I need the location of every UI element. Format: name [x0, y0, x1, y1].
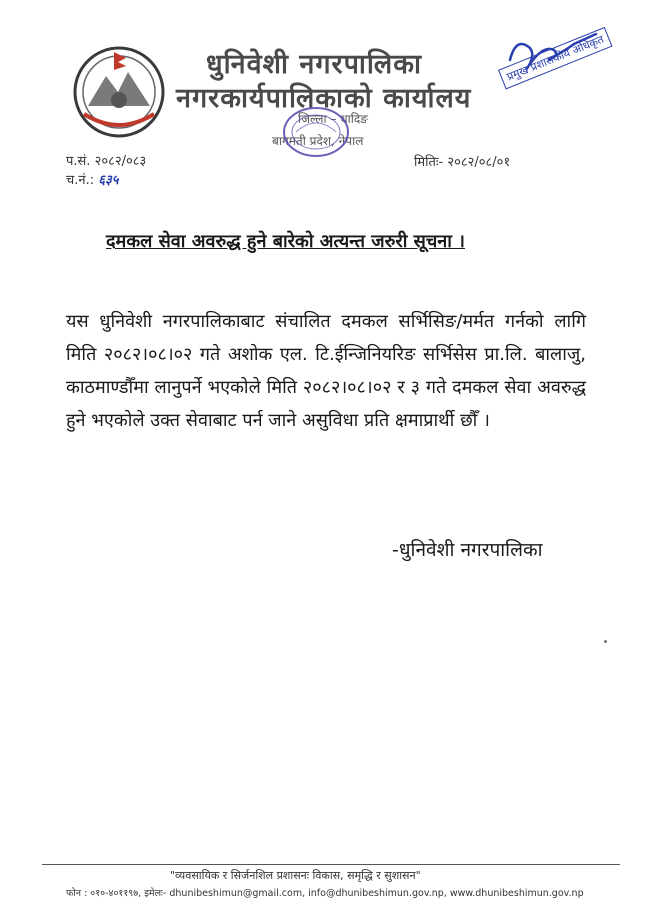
- letterhead-district: जिल्ला – धादिङ: [298, 112, 368, 126]
- reference-block: [66, 152, 146, 190]
- letter-date: मितिः- २०८२/०८/०१: [414, 155, 511, 170]
- letter-number: प.सं. २०८२/०८३: [66, 154, 147, 169]
- dispatch-line: [66, 171, 146, 190]
- footer-divider: [42, 864, 620, 865]
- scan-speck: [604, 640, 607, 643]
- notice-body: यस धुनिवेशी नगरपालिकाबाट संचालित दमकल सर्भिसिङ/मर्मत गर्नको लागि मिति २०८२।०८।०२ गते अशोक एल. टि.ईन्जिनियरिङ सर्भिसेस प्रा.लि. बालाजु, काठमाण्डौँमा लानुपर्ने भएकोले मिति २०८२।०८।०२ र ३ गते दमकल सेवा अवरुद्ध हुने भएकोले उक्त सेवाबाट पर्न जाने असुविधा प्रति क्षमाप्रार्थी छौँ ।: [66, 311, 586, 431]
- government-emblem-icon: [66, 44, 172, 140]
- footer-motto: "व्यवसायिक र सिर्जनशिल प्रशासनः विकास, समृद्धि र सुशासन": [170, 869, 421, 882]
- sign-off: -धुनिवेशी नगरपालिका: [392, 539, 543, 561]
- office-stamp-icon: [280, 104, 352, 160]
- dispatch-number: ६३५: [98, 173, 119, 188]
- officer-stamp: प्रमुख प्रशासकीय अधिकृत: [498, 27, 613, 90]
- letterhead-office: नगरकार्यपालिकाको कार्यालय: [176, 83, 472, 114]
- notice-title: दमकल सेवा अवरुद्ध हुने बारेको अत्यन्त जरुरी सूचना ।: [106, 231, 465, 252]
- letterhead-address: बागमती प्रदेश, नेपाल: [272, 134, 364, 148]
- letterhead-title: धुनिवेशी नगरपालिका: [206, 49, 422, 80]
- footer-contact: फोन : ०१०-४०११९७, इमेलः- dhunibeshimun@gmail.com, info@dhunibeshimun.gov.np, www.dhunibeshimun.gov.np: [66, 888, 584, 899]
- dispatch-label: च.नं.:: [66, 173, 95, 188]
